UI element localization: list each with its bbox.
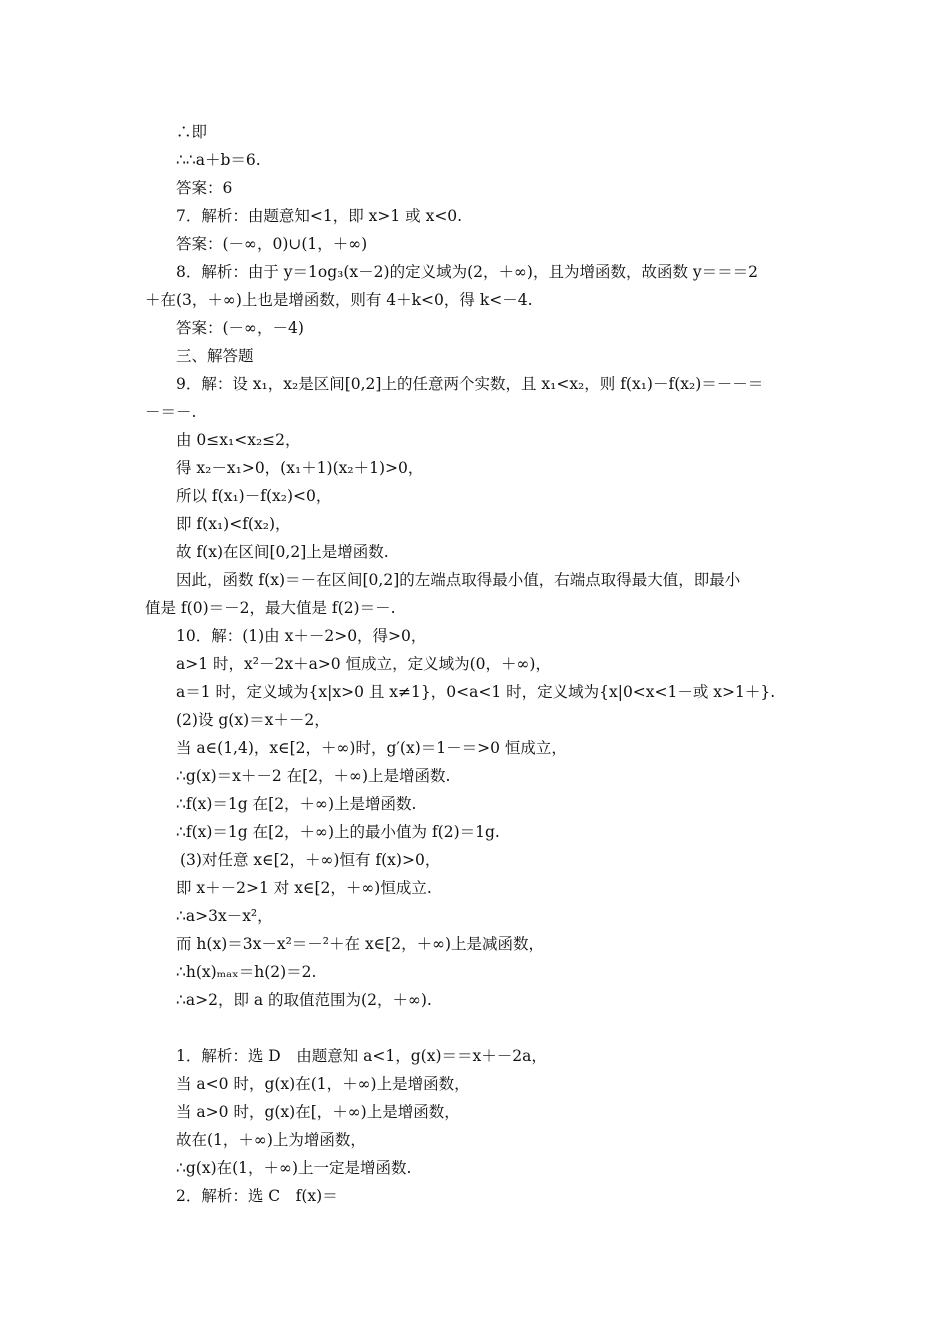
text-line: ∴a>2，即 a 的取值范围为(2，＋∞). [176, 991, 432, 1009]
text-line: ∴h(x)ₘₐₓ＝h(2)＝2. [176, 963, 317, 981]
text-line: 1．解析：选 D 由题意知 a<1，g(x)＝＝x＋－2a， [176, 1047, 547, 1065]
text-line: 故在(1，＋∞)上为增函数， [176, 1131, 366, 1149]
text-line: ∴∴a＋b＝6. [176, 151, 261, 169]
text-line: 当 a∈(1,4)，x∈[2，＋∞)时，g′(x)＝1－＝>0 恒成立， [176, 739, 567, 757]
text-line: 即 x＋－2>1 对 x∈[2，＋∞)恒成立. [176, 879, 432, 897]
text-line: (2)设 g(x)＝x＋－2， [176, 711, 330, 729]
text-line: 因此，函数 f(x)＝－在区间[0,2]的左端点取得最小值，右端点取得最大值，即最小 [176, 571, 741, 589]
text-line: 故 f(x)在区间[0,2]上是增函数. [176, 543, 389, 561]
text-line: 2．解析：选 C f(x)＝ [176, 1187, 338, 1205]
text-line: 8．解析：由于 y＝1og₃(x－2)的定义域为(2，＋∞)，且为增函数，故函数 y＝＝＝2 [176, 263, 758, 281]
text-line: －＝－. [145, 403, 197, 421]
text-line: (3)对任意 x∈[2，＋∞)恒有 f(x)>0， [180, 851, 441, 869]
text-line: 9．解：设 x₁，x₂是区间[0,2]上的任意两个实数，且 x₁<x₂，则 f(x₁)－f(x₂)＝－－＝ [176, 375, 764, 393]
text-line: ∴f(x)＝1g 在[2，＋∞)上是增函数. [176, 795, 417, 813]
text-line: 答案：(－∞，－4) [176, 319, 304, 337]
text-line: 当 a<0 时，g(x)在(1，＋∞)上是增函数， [176, 1075, 470, 1093]
text-line: ∴g(x)＝x＋－2 在[2，＋∞)上是增函数. [176, 767, 451, 785]
text-line: a>1 时，x²－2x＋a>0 恒成立，定义域为(0，＋∞)， [176, 655, 551, 673]
text-line: 而 h(x)＝3x－x²＝－²＋在 x∈[2，＋∞)上是减函数， [176, 935, 545, 953]
text-line: 即 f(x₁)<f(x₂)， [176, 515, 291, 533]
text-line: ∴f(x)＝1g 在[2，＋∞)上的最小值为 f(2)＝1g. [176, 823, 500, 841]
section-heading: 三、解答题 [176, 347, 254, 365]
text-line: 由 0≤x₁<x₂≤2， [176, 431, 301, 449]
text-line: ∴a>3x－x²， [176, 907, 273, 925]
text-line: ∴即 [176, 123, 208, 141]
text-line: ＋在(3，＋∞)上也是增函数，则有 4＋k<0，得 k<－4. [145, 291, 533, 309]
text-line: 7．解析：由题意知<1，即 x>1 或 x<0. [176, 207, 463, 225]
text-line: 值是 f(0)＝－2，最大值是 f(2)＝－. [145, 599, 396, 617]
text-line: a＝1 时，定义域为{x|x>0 且 x≠1}，0<a<1 时，定义域为{x|0<x<1－或 x>1＋}. [176, 683, 776, 701]
text-line: 得 x₂－x₁>0，(x₁＋1)(x₂＋1)>0， [176, 459, 424, 477]
text-line: 所以 f(x₁)－f(x₂)<0， [176, 487, 332, 505]
text-line: 当 a>0 时，g(x)在[，＋∞)上是增函数， [176, 1103, 460, 1121]
text-line: 答案：(－∞，0)∪(1，＋∞) [176, 235, 368, 253]
text-line: 答案：6 [176, 179, 233, 197]
text-line: 10．解：(1)由 x＋－2>0，得>0， [176, 627, 427, 645]
text-line: ∴g(x)在(1，＋∞)上一定是增函数. [176, 1159, 412, 1177]
